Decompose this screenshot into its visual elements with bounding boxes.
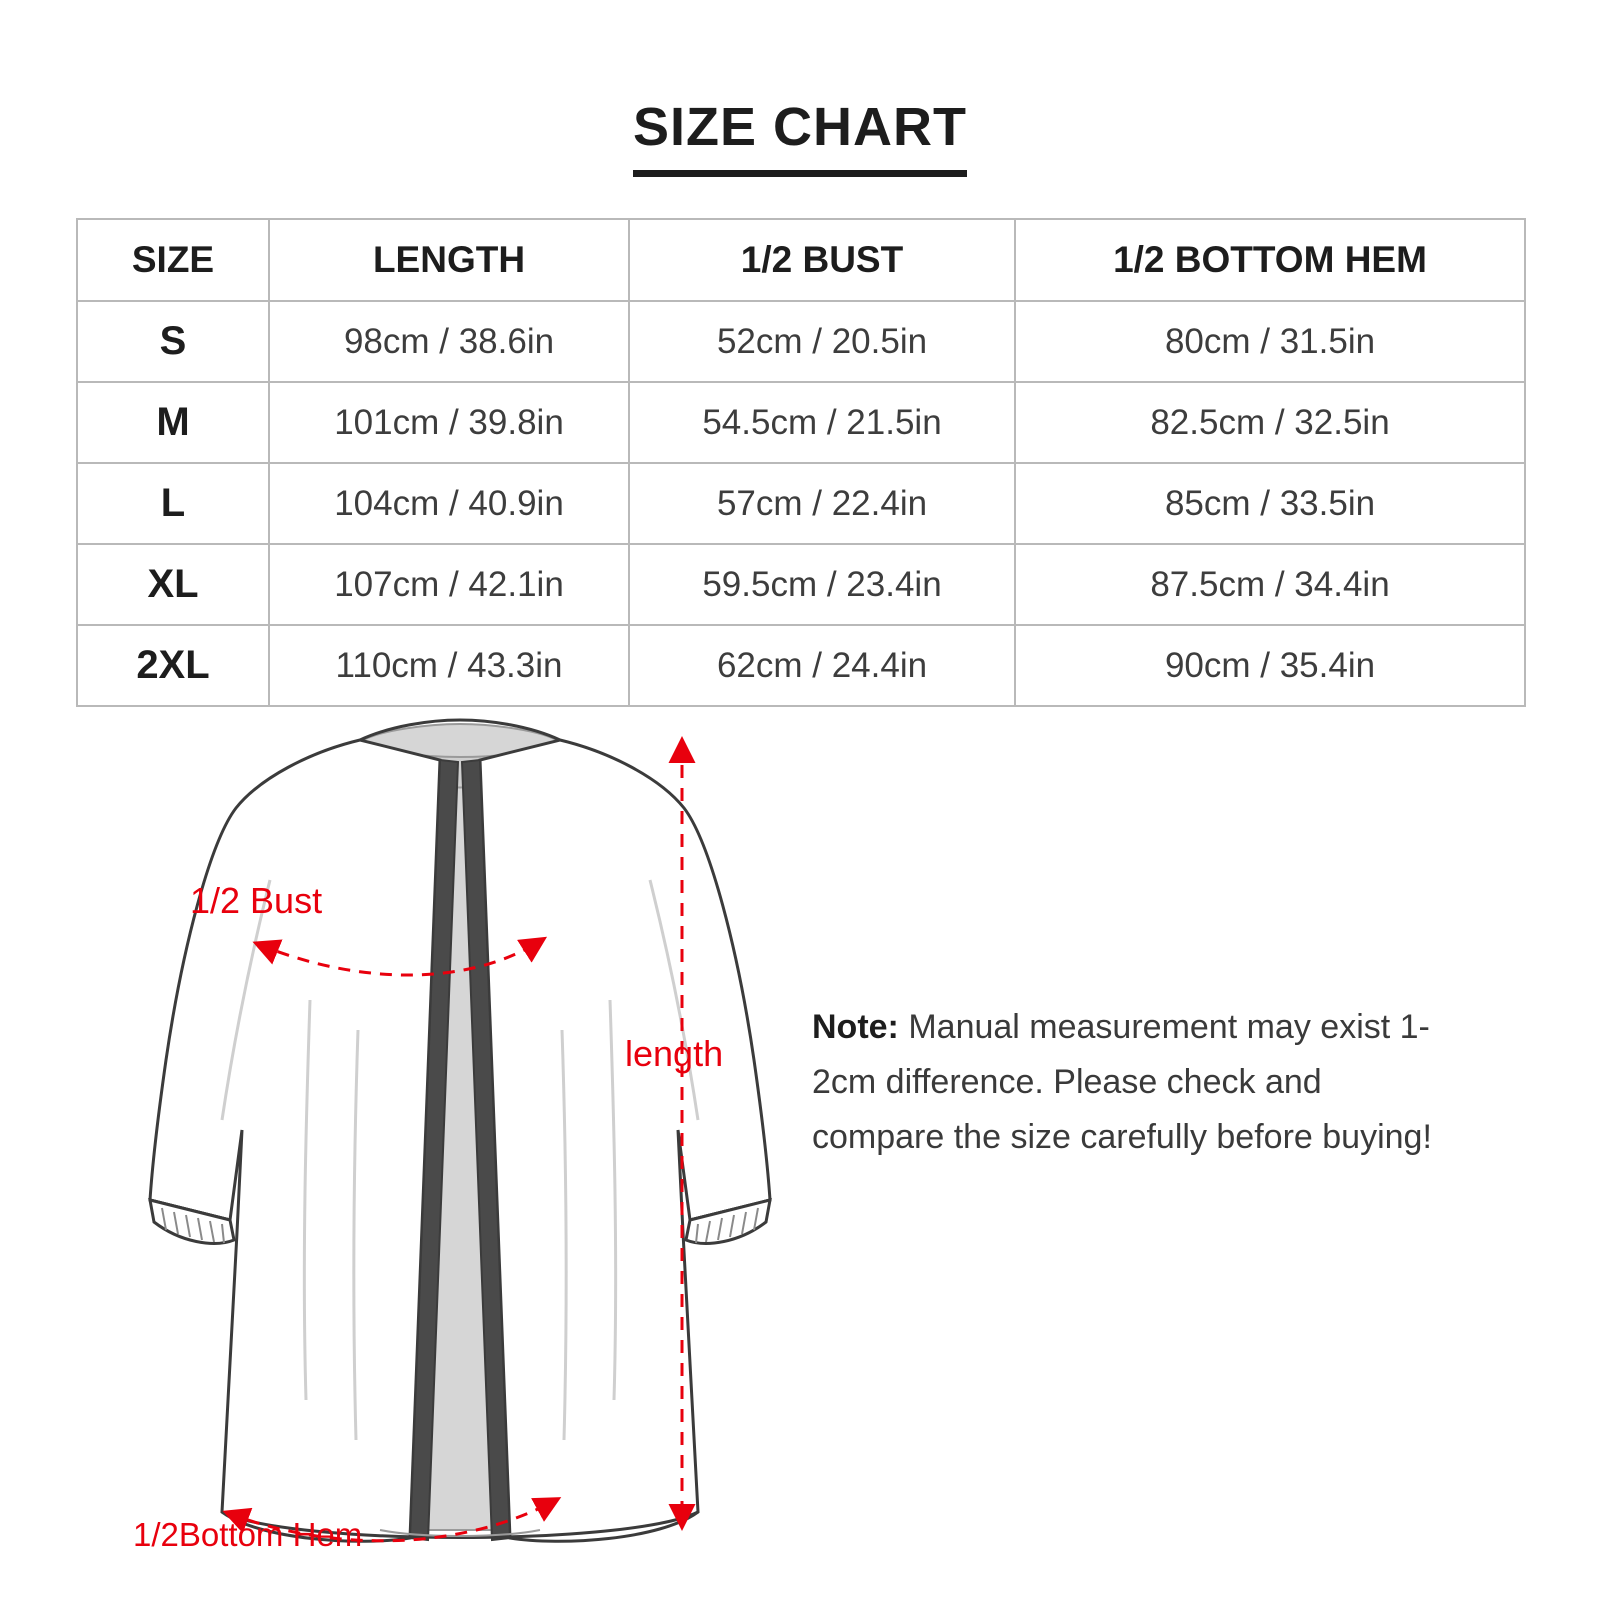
column-header-size: SIZE — [77, 219, 269, 301]
cell-length: 98cm / 38.6in — [269, 301, 629, 382]
cell-length: 101cm / 39.8in — [269, 382, 629, 463]
table-row — [77, 382, 1525, 463]
cell-length: 110cm / 43.3in — [269, 625, 629, 706]
cell-size: M — [77, 382, 269, 463]
cell-size: XL — [77, 544, 269, 625]
cell-size: 2XL — [77, 625, 269, 706]
cell-hem: 80cm / 31.5in — [1015, 301, 1525, 382]
table-row — [77, 463, 1525, 544]
cell-bust: 57cm / 22.4in — [629, 463, 1015, 544]
table-row — [77, 301, 1525, 382]
size-chart-table — [76, 218, 1526, 707]
page-title-container — [0, 96, 1600, 177]
note-text — [812, 1000, 1452, 1165]
cell-size: L — [77, 463, 269, 544]
column-header-length: LENGTH — [269, 219, 629, 301]
cell-length: 104cm / 40.9in — [269, 463, 629, 544]
table-header-row — [77, 219, 1525, 301]
table-row — [77, 625, 1525, 706]
cell-bust: 59.5cm / 23.4in — [629, 544, 1015, 625]
cell-hem: 87.5cm / 34.4in — [1015, 544, 1525, 625]
note-label: Note: — [812, 1008, 899, 1046]
note-body: Manual measurement may exist 1-2cm difference. Please check and compare the size carefully before buying! — [812, 1008, 1432, 1157]
column-header-bust: 1/2 BUST — [629, 219, 1015, 301]
bust-label: 1/2 Bust — [190, 880, 323, 921]
cell-length: 107cm / 42.1in — [269, 544, 629, 625]
cell-hem: 82.5cm / 32.5in — [1015, 382, 1525, 463]
cell-bust: 62cm / 24.4in — [629, 625, 1015, 706]
page-title: SIZE CHART — [633, 96, 967, 177]
cell-hem: 85cm / 33.5in — [1015, 463, 1525, 544]
table-row — [77, 544, 1525, 625]
cell-bust: 54.5cm / 21.5in — [629, 382, 1015, 463]
garment-illustration — [110, 700, 810, 1580]
column-header-bottom-hem: 1/2 BOTTOM HEM — [1015, 219, 1525, 301]
cell-hem: 90cm / 35.4in — [1015, 625, 1525, 706]
cell-size: S — [77, 301, 269, 382]
length-label: length — [625, 1033, 724, 1074]
bottom-hem-label: 1/2Bottom Hem — [133, 1516, 363, 1553]
cardigan-icon — [110, 700, 810, 1580]
cell-bust: 52cm / 20.5in — [629, 301, 1015, 382]
